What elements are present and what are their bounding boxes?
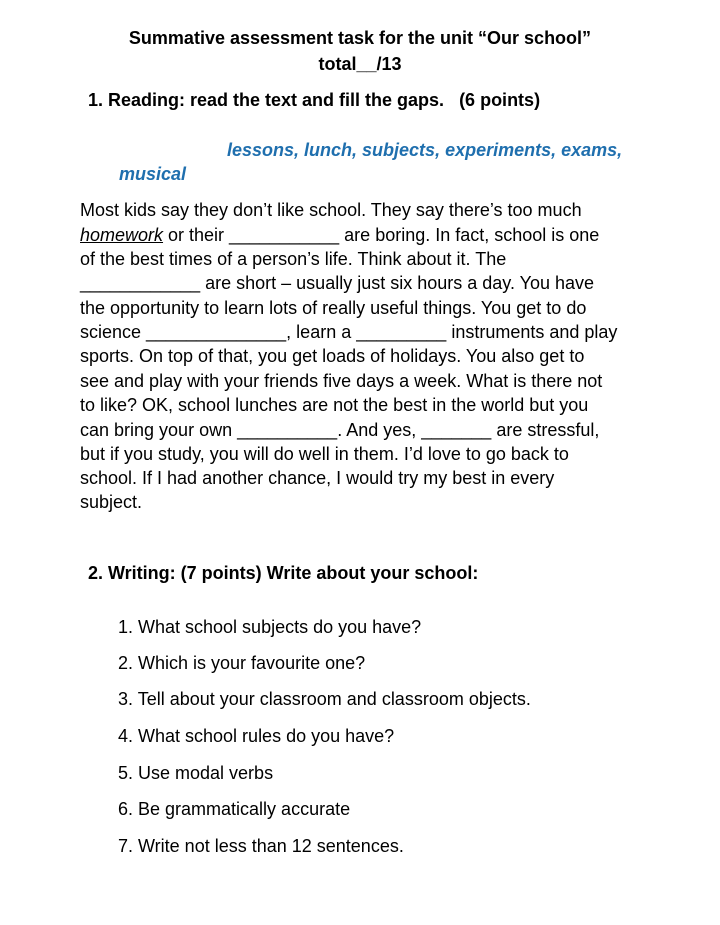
list-item: 3. Tell about your classroom and classroom objects. <box>118 689 531 709</box>
passage-line: Most kids say they don’t like school. They say there’s too much <box>80 200 582 220</box>
passage-line: sports. On top of that, you get loads of holidays. You also get to <box>80 346 585 366</box>
list-item: 7. Write not less than 12 sentences. <box>118 836 404 856</box>
passage-line: ____________ are short – usually just six hours a day. You have <box>80 273 595 293</box>
writing-heading: 2. Writing: (7 points) Write about your school: <box>88 563 479 583</box>
page-title: Summative assessment task for the unit “Our school” <box>128 28 592 48</box>
passage-line: see and play with your friends five days a week. What is there not <box>80 371 603 391</box>
list-item: 2. Which is your favourite one? <box>118 653 366 673</box>
passage-line-rest: or their ___________ are boring. In fact, school is one <box>163 225 600 245</box>
passage-line: can bring your own __________. And yes, _______ are stressful, <box>80 420 600 440</box>
passage-line: of the best times of a person’s life. Think about it. The <box>80 249 507 269</box>
passage-line: school. If I had another chance, I would try my best in every <box>80 468 555 488</box>
list-item: 5. Use modal verbs <box>118 763 274 783</box>
example-word: homework <box>80 225 164 245</box>
passage-line: subject. <box>80 492 143 512</box>
passage-line <box>80 225 599 246</box>
passage-line: to like? OK, school lunches are not the best in the world but you <box>80 395 589 415</box>
list-item: 4. What school rules do you have? <box>118 726 395 746</box>
word-bank-line-2: musical <box>119 164 187 184</box>
list-item: 1. What school subjects do you have? <box>118 617 422 637</box>
word-bank-line-1: lessons, lunch, subjects, experiments, exams, <box>227 140 623 160</box>
passage-line: the opportunity to learn lots of really useful things. You get to do <box>80 298 587 318</box>
total-score: total__/13 <box>318 54 402 74</box>
list-item: 6. Be grammatically accurate <box>118 799 351 819</box>
reading-heading: 1. Reading: read the text and fill the gaps. (6 points) <box>88 90 541 110</box>
passage-line: science ______________, learn a _________ instruments and play <box>80 322 618 342</box>
passage-line: but if you study, you will do well in them. I’d love to go back to <box>80 444 569 464</box>
